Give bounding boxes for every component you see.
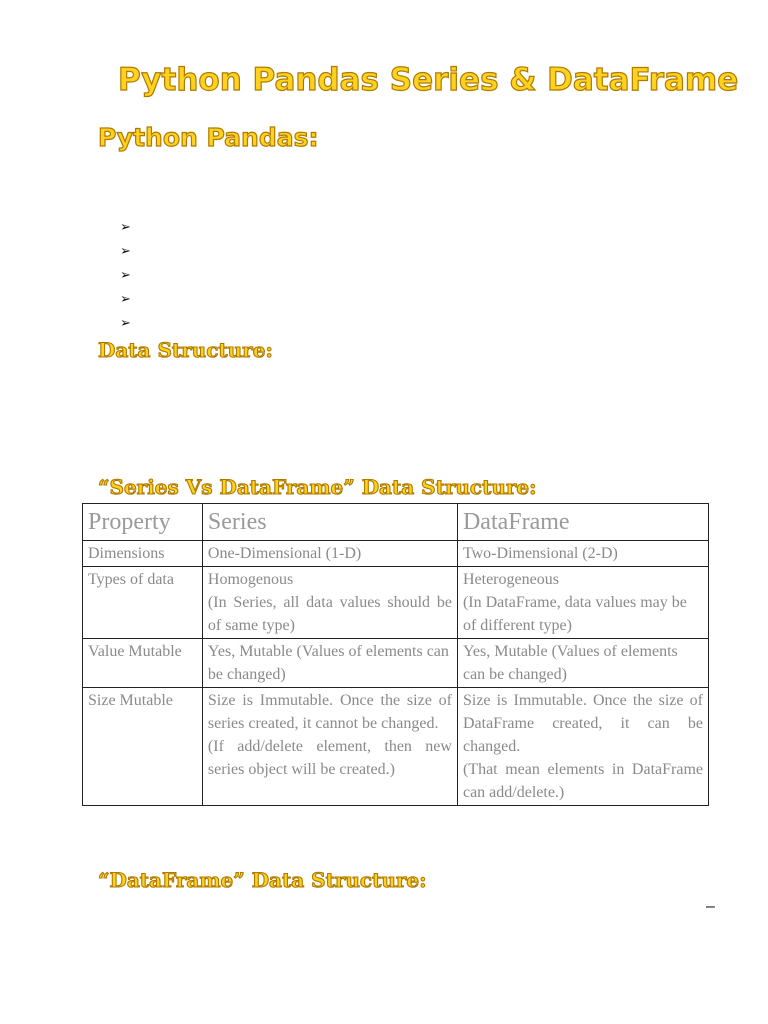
cell-text: (In Series, all data values should be of same type) — [207, 594, 452, 634]
bullet-list — [120, 215, 131, 335]
bullet-arrow-icon: ➢ — [120, 219, 131, 234]
cell-text: (That mean elements in DataFrame can add/delete.) — [462, 761, 703, 801]
cell-series — [202, 688, 457, 806]
bullet-arrow-icon: ➢ — [120, 315, 131, 330]
cell-text: (In DataFrame, data values may be of different type) — [462, 594, 687, 634]
cell-property: Types of data — [83, 567, 203, 639]
cell-series — [202, 639, 457, 688]
bullet-arrow-icon: ➢ — [120, 291, 131, 306]
page-title: Python Pandas Series & DataFrame — [118, 62, 739, 98]
heading-dataframe-structure: “DataFrame” Data Structure: — [98, 868, 427, 892]
cell-text: Heterogeneous — [462, 571, 559, 588]
heading-data-structure: Data Structure: — [98, 338, 273, 362]
cell-series — [202, 567, 457, 639]
cell-text: Size is Immutable. Once the size of series created, it cannot be changed. — [207, 692, 452, 732]
heading-series-vs-dataframe: “Series Vs DataFrame” Data Structure: — [98, 475, 537, 499]
cell-text: Homogenous — [207, 571, 294, 588]
header-series: Series — [202, 504, 457, 541]
table-row — [83, 688, 709, 806]
header-property: Property — [83, 504, 203, 541]
table-row — [83, 639, 709, 688]
cell-series — [202, 541, 457, 567]
dash-mark: – — [706, 898, 715, 915]
bullet-arrow-icon: ➢ — [120, 267, 131, 282]
table-header-row — [83, 504, 709, 541]
cell-text: (If add/delete element, then new series object will be created.) — [207, 738, 452, 778]
cell-property: Value Mutable — [83, 639, 203, 688]
cell-text: Yes, Mutable (Values of elements can be changed) — [462, 643, 678, 683]
cell-property: Size Mutable — [83, 688, 203, 806]
cell-property: Dimensions — [83, 541, 203, 567]
cell-dataframe — [457, 639, 708, 688]
cell-text: Size is Immutable. Once the size of DataFrame created, it can be changed. — [462, 692, 703, 755]
header-dataframe: DataFrame — [457, 504, 708, 541]
cell-dataframe — [457, 541, 708, 567]
cell-dataframe — [457, 567, 708, 639]
cell-dataframe — [457, 688, 708, 806]
heading-python-pandas: Python Pandas: — [98, 123, 319, 152]
table-row — [83, 541, 709, 567]
cell-text: Two-Dimensional (2-D) — [462, 545, 618, 562]
cell-text: One-Dimensional (1-D) — [207, 545, 362, 562]
bullet-arrow-icon: ➢ — [120, 243, 131, 258]
comparison-table — [82, 503, 709, 806]
cell-text: Yes, Mutable (Values of elements can be changed) — [207, 643, 449, 683]
table-row — [83, 567, 709, 639]
